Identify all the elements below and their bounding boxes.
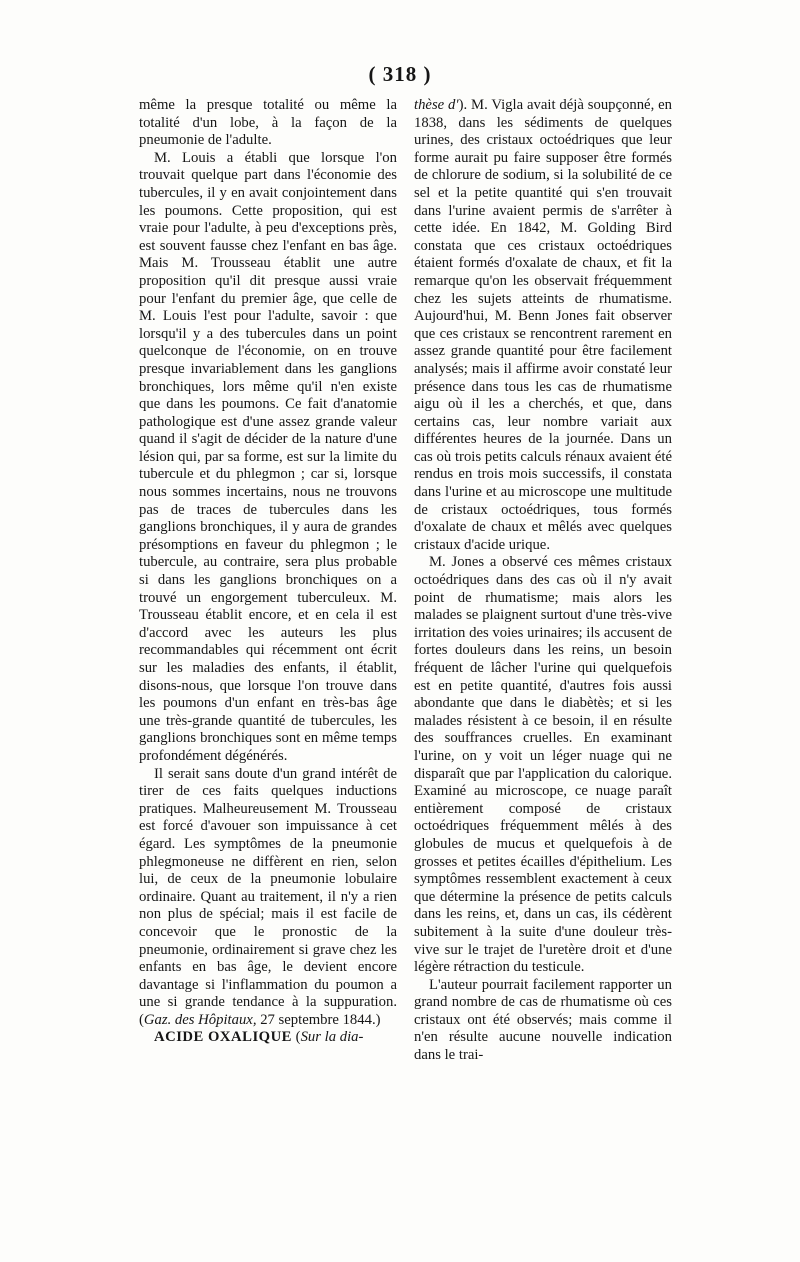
right-column <box>414 97 672 1065</box>
citation: (Gaz. des Hôpitaux, 27 septembre 1844.) <box>139 1011 381 1028</box>
left-column <box>139 97 397 1047</box>
continued-heading: thèse d' <box>414 97 459 113</box>
paragraph <box>414 97 672 554</box>
paragraph: M. Jones a observé ces mêmes cristaux octoédriques dans des cas où il n'y avait point de rhumatisme; mais alors les malades se plaignent surtout d'une très-vive irritation des voies urinaires; ils accusent de fortes douleurs dans les reins, un besoin fréquent de lâcher l'urine qui quelquefois est en petite quantité, d'autres fois aussi abondante que dans le diabètès; et si les malades résistent à ce besoin, il en résulte des souffrances cruelles. En examinant l'urine, on y voit un léger nuage qui ne disparaît que par l'application du calorique. Examiné au microscope, ce nuage paraît entièrement composé de cristaux octoédriques fréquemment mêlés à des globules de mucus et quelquefois à de grosses et petites écailles d'épithelium. Les symptômes ressemblent exactement à ceux que détermine la présence de petits calculs dans les reins, et, dans un cas, ils cédèrent subitement à la suite d'une douleur très-vive sur le trajet de l'uretère droit et d'une légère rétraction du testicule. <box>414 554 672 976</box>
citation-date: 27 septembre 1844. <box>260 1011 376 1028</box>
heading-title: ACIDE OXALIQUE <box>154 1029 292 1046</box>
paragraph-text: ). M. Vigla avait déjà soupçonné, en 1838, dans les sédiments de quelques urines, des cristaux octoédriques que leur forme aurait pu faire supposer être formés de chlorure de sodium, si la solubilité de ce sel et la petite quantité qui s'en trouvait dans l'urine avaient permis de s'arrêter à cette idée. En 1842, M. Golding Bird constata que ces cristaux octoédriques étaient formés d'oxalate de chaux, et fit la remarque qu'on les observait fréquemment chez les sujets atteints de rhumatisme. Aujourd'hui, M. Benn Jones fait observer que ces cristaux se rencontrent rarement en assez grande quantité pour être facilement analysés; mais il affirme avoir constaté leur présence dans tous les cas de rhumatisme aigu où il les a cherchés, et que, dans certains cas, leur nombre variait aux différentes heures de la journée. Dans un cas où trois petits calculs rénaux avaient été rendus en trois mois successifs, il constata dans l'urine et au microscope une multitude de cristaux octoédriques, tous formés d'oxalate de chaux et mêlés avec quelques cristaux d'acide urique. <box>414 97 672 553</box>
citation-source: Gaz. des Hôpitaux, <box>143 1011 257 1028</box>
paragraph-text: Il serait sans doute d'un grand intérêt de tirer de ces faits quelques inductions pratiques. Malheureusement M. Trousseau est forcé d'avouer son impuissance à cet égard. Les symptômes de la pneumonie phlegmoneuse ne diffèrent en rien, selon lui, de ceux de la pneumonie lobulaire ordinaire. Quant au traitement, il n'y a rien non plus de spécial; mais il est facile de concevoir que le pronostic de la pneumonie, ordinairement si grave chez les enfants en bas âge, le devient encore davantage si l'inflammation du poumon a une si grande tendance à la suppuration. <box>139 765 397 1011</box>
paragraph <box>139 766 397 1030</box>
paragraph: même la presque totalité ou même la totalité d'un lobe, à la façon de la pneumonie de l'adulte. <box>139 97 397 149</box>
paragraph: M. Louis a établi que lorsque l'on trouvait quelque part dans l'économie des tubercules, il y en avait conjointement dans les poumons. Cette proposition, qui est vraie pour l'adulte, à peu d'exceptions près, est souvent fausse chez l'enfant en bas âge. Mais M. Trousseau établit une autre proposition qu'il dit presque aussi vraie pour l'enfant du premier âge, que celle de M. Louis l'est pour l'adulte, savoir : que lorsqu'il y a des tubercules dans un point quelconque de l'économie, on en trouve presque invariablement dans les ganglions bronchiques, lors même qu'il n'en existe que dans les poumons. Ce fait d'anatomie pathologique est d'une assez grande valeur quand il s'agit de décider de la nature d'une lésion qui, par sa forme, est sur la limite du tubercule et du phlegmon ; car si, lorsque nous sommes incertains, nous ne trouvons pas de traces de tubercules dans les ganglions bronchiques, il y aura de grandes présomptions en faveur du phlegmon ; le tubercule, au contraire, sera plus probable si dans les ganglions bronchiques on a trouvé un engorgement tuberculeux. M. Trousseau établit encore, et en cela il est d'accord avec les auteurs les plus recommandables qui récemment ont écrit sur les maladies des enfants, il établit, disons-nous, que lorsque l'on trouve dans les poumons d'un enfant en très-bas âge une très-grande quantité de tubercules, les ganglions bronchiques sont en même temps profondément dégénérés. <box>139 149 397 764</box>
heading-subtitle: Sur la dia- <box>300 1029 364 1046</box>
section-heading: ACIDE OXALIQUE (Sur la dia- <box>154 1029 364 1046</box>
paragraph: L'auteur pourrait facilement rapporter un grand nombre de cas de rhumatisme où ces cristaux ont été observés; mais comme il n'en résulte aucune nouvelle indication dans le trai- <box>414 976 672 1064</box>
page-number: ( 318 ) <box>368 62 432 86</box>
